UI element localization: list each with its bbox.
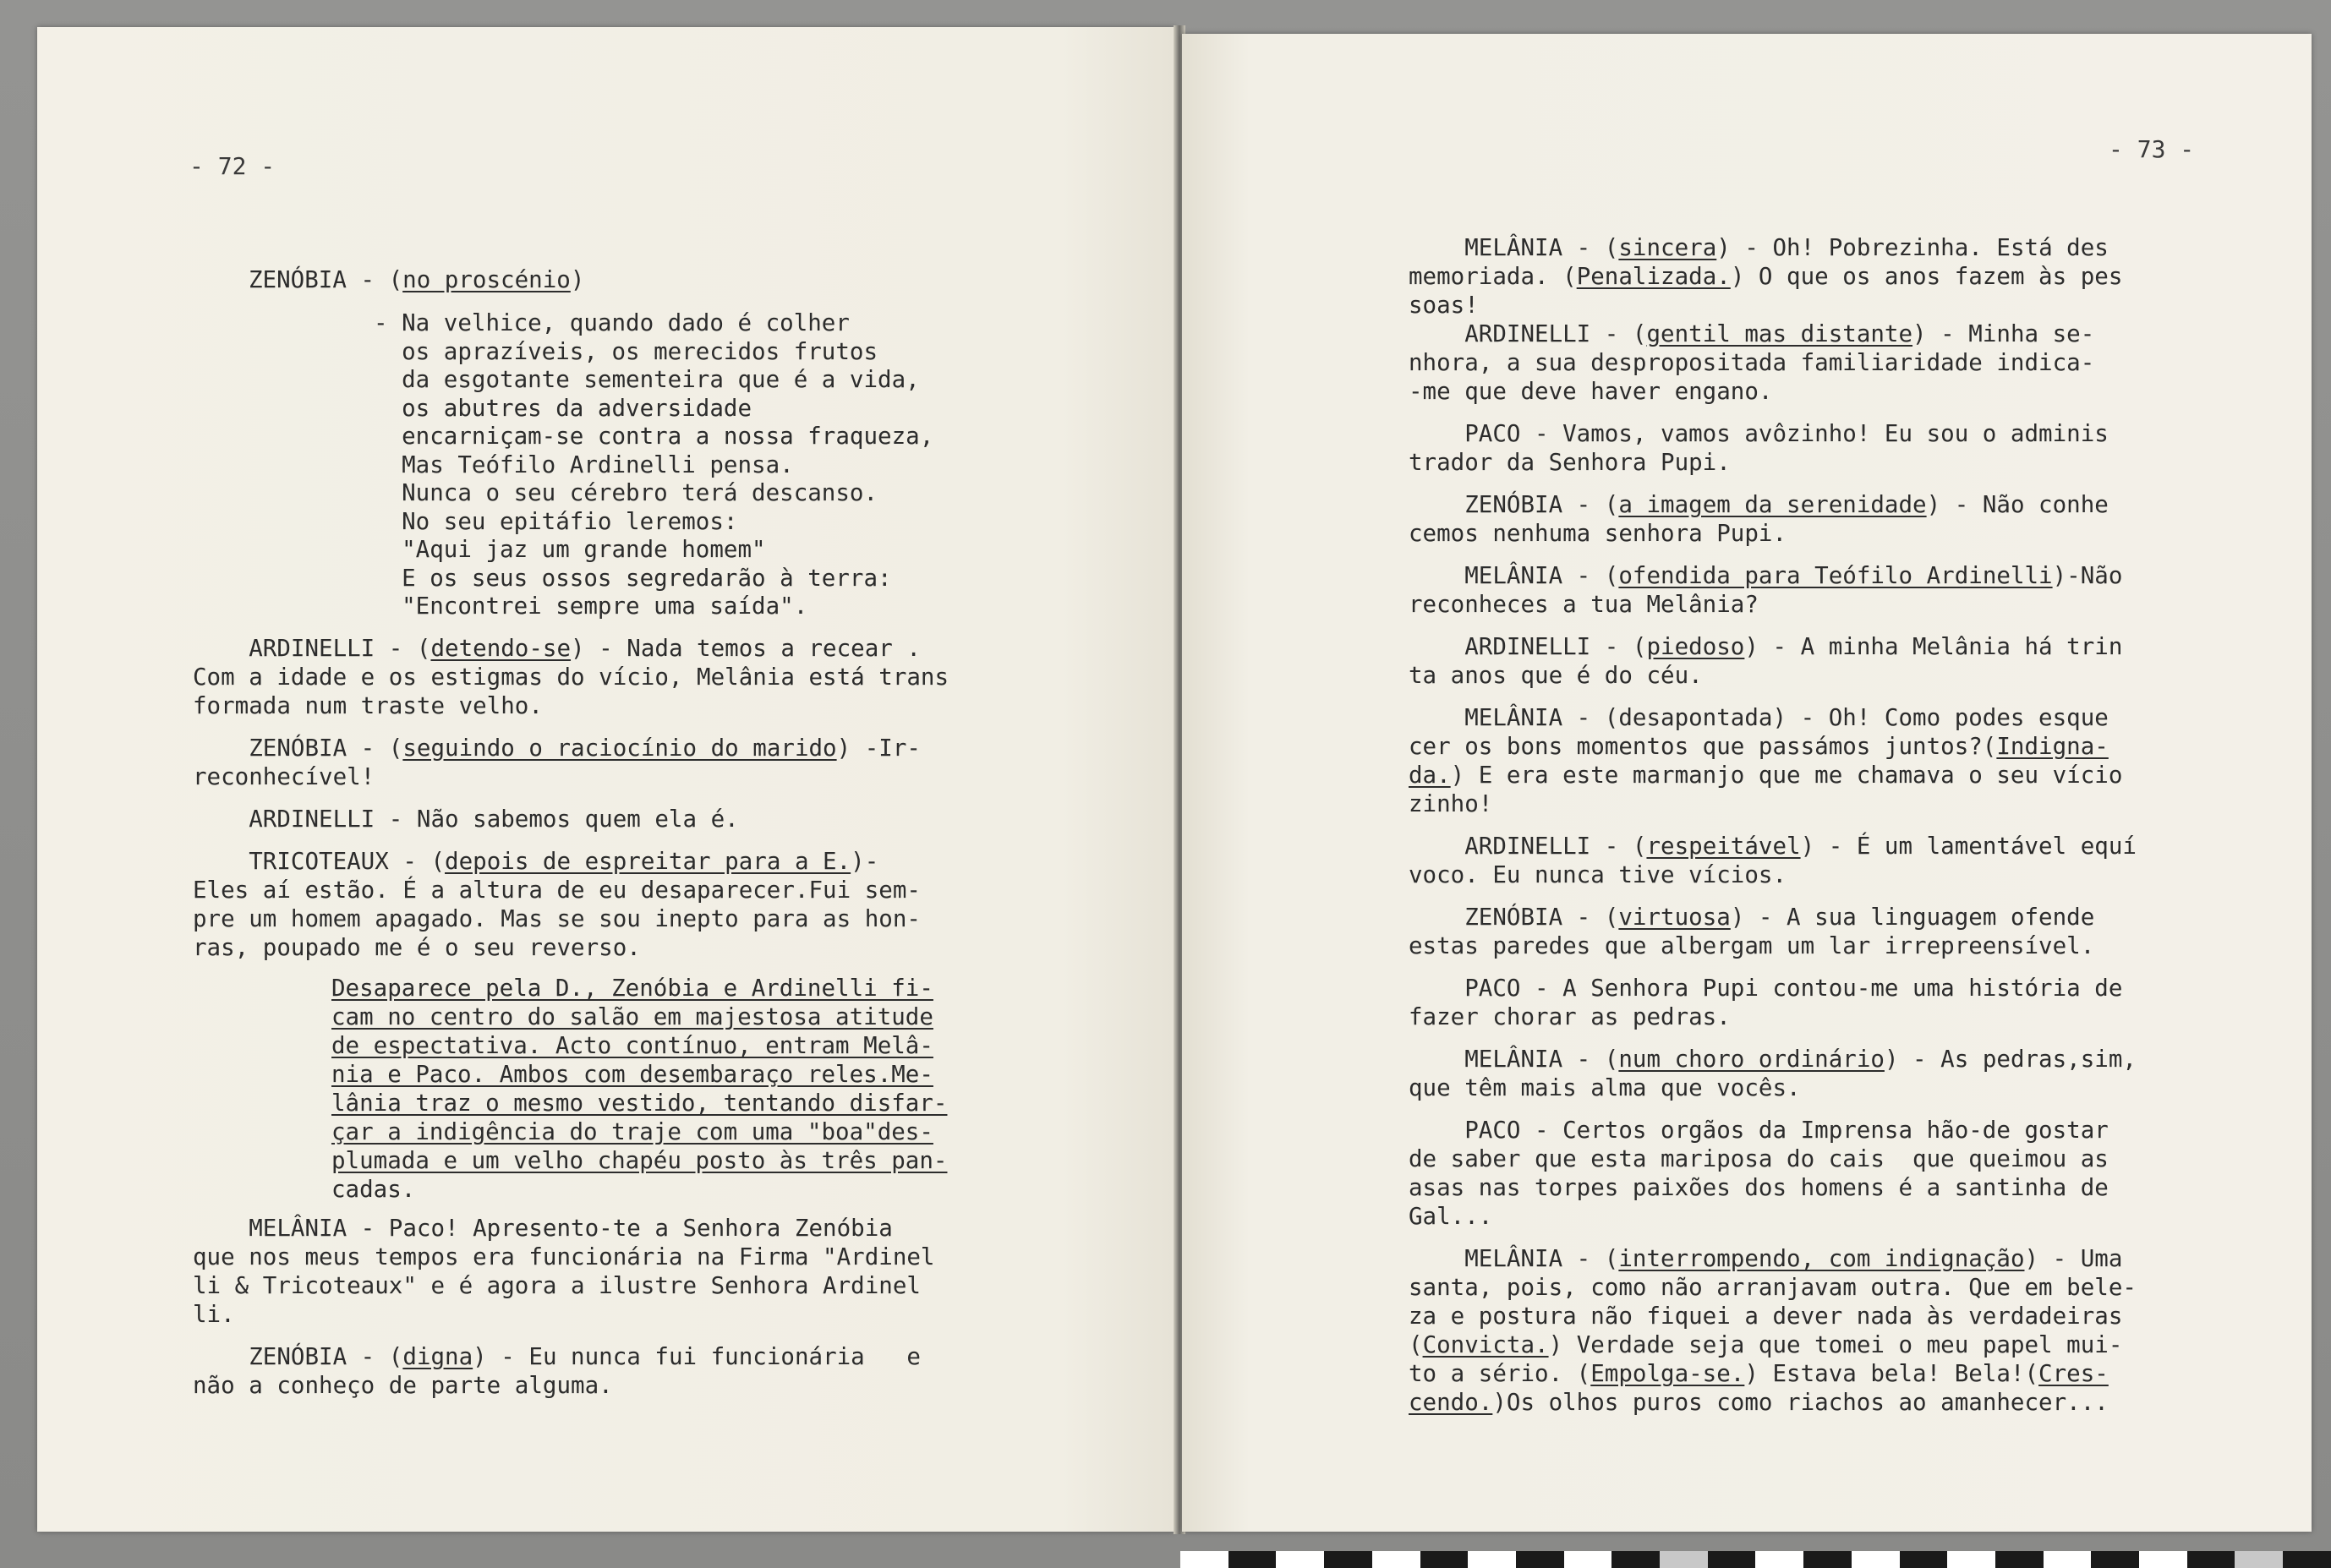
text-line: [1409, 903, 2137, 932]
text-line: [1409, 1202, 2137, 1231]
text-line: li.: [193, 1301, 235, 1328]
stage-direction: Indigna-: [1996, 733, 2109, 760]
ruler-segment: [1708, 1551, 1756, 1568]
ruler-segment: [1611, 1551, 1660, 1568]
text-segment: MELÂNIA - (: [1409, 234, 1619, 261]
text-line: [1409, 291, 2137, 320]
text-line: [1409, 932, 2137, 960]
text-line: [1409, 1359, 2137, 1388]
text-line: [1409, 1003, 2137, 1031]
zenobia-speech-2: ZENÓBIA - (seguindo o raciocínio do marido) -Ir- reconhecível!: [193, 735, 921, 790]
text-segment: ) - É um lamentável equí: [1800, 833, 2137, 860]
ruler-segment: [1420, 1551, 1469, 1568]
text-line: [1409, 1302, 2137, 1330]
text-line: [1409, 789, 2137, 818]
paragraph-gap: [1409, 690, 2137, 703]
stage-direction-block: [331, 974, 947, 1204]
text-segment: asas nas torpes paixões dos homens é a santinha de: [1409, 1174, 2109, 1201]
text-line: os aprazíveis, os merecidos frutos: [374, 337, 878, 365]
stage-direction: piedoso: [1646, 633, 1745, 660]
text-segment: ARDINELLI - (: [1409, 633, 1647, 660]
text-line: [1409, 519, 2137, 548]
ruler-segment: [1468, 1551, 1516, 1568]
ruler-segment: [1755, 1551, 1803, 1568]
text-line: [1409, 590, 2137, 619]
stage-direction: respeitável: [1646, 833, 1801, 860]
text-segment: santa, pois, como não arranjavam outra. Que em bele-: [1409, 1274, 2137, 1301]
stage-direction: cendo.: [1409, 1389, 1493, 1416]
text-segment: ) - Uma: [2024, 1245, 2123, 1272]
ruler-segment: [1852, 1551, 1900, 1568]
right-page: [1182, 34, 2312, 1532]
paragraph-gap: [1409, 1031, 2137, 1045]
text-line: "Encontrei sempre uma saída".: [374, 593, 808, 620]
stage-direction: Cres-: [2038, 1360, 2109, 1387]
text-segment: zinho!: [1409, 790, 1493, 817]
ruler-segment: [1995, 1551, 2044, 1568]
text-segment: que têm mais alma que vocês.: [1409, 1074, 1801, 1101]
zenobia-speech-1: ZENÓBIA - (no proscénio): [249, 266, 585, 293]
text-segment: soas!: [1409, 292, 1479, 319]
text-line: [1409, 448, 2137, 477]
ruler-segment: [1803, 1551, 1852, 1568]
text-segment: ) - A minha Melânia há trin: [1744, 633, 2123, 660]
text-segment: )Os olhos puros como riachos ao amanhecer...: [1492, 1389, 2109, 1416]
paragraph-gap: [1409, 818, 2137, 832]
text-segment: ARDINELLI - (: [1409, 320, 1647, 347]
paragraph-gap: [1409, 477, 2137, 490]
ruler-segment: [1947, 1551, 1995, 1568]
text-segment: )-Não: [2052, 562, 2123, 589]
paragraph-gap: [1409, 619, 2137, 632]
text-segment: za e postura não fiquei a dever nada às verdadeiras: [1409, 1303, 2123, 1330]
text-line: da esgotante sementeira que é a vida,: [374, 366, 920, 393]
melania-speech-1: [193, 1214, 935, 1329]
stage-direction: ofendida para Teófilo Ardinelli: [1618, 562, 2053, 589]
text-line: Nunca o seu cérebro terá descanso.: [374, 479, 878, 506]
text-line: [1409, 1145, 2137, 1173]
right-page-text: [1409, 233, 2137, 1417]
ruler-segment: [1564, 1551, 1612, 1568]
text-segment: ) - A sua linguagem ofende: [1730, 904, 2095, 931]
ruler-segment: [1660, 1551, 1708, 1568]
stage-direction: sincera: [1618, 234, 1717, 261]
text-segment: ZENÓBIA - (: [1409, 904, 1619, 931]
text-line: [1409, 377, 2137, 406]
text-line: [1409, 490, 2137, 519]
text-line: MELÂNIA - Paco! Apresento-te a Senhora Zenóbia: [193, 1215, 893, 1242]
text-segment: memoriada. (: [1409, 263, 1577, 290]
text-line: - Na velhice, quando dado é colher: [374, 309, 850, 336]
text-line: [1409, 732, 2137, 761]
text-line: [1409, 1074, 2137, 1102]
ruler-segment: [2044, 1551, 2092, 1568]
stage-direction: gentil mas distante: [1646, 320, 1913, 347]
color-calibration-ruler: [1180, 1551, 2331, 1568]
text-segment: estas paredes que albergam um lar irrepreensível.: [1409, 932, 2095, 959]
text-line: [1409, 703, 2137, 732]
ruler-segment: [1372, 1551, 1420, 1568]
text-line: çar a indigência do traje com uma "boa"des-: [331, 1118, 933, 1145]
text-segment: -me que deve haver engano.: [1409, 378, 1773, 405]
ruler-segment: [2091, 1551, 2139, 1568]
text-line: [1409, 860, 2137, 889]
text-line: [1409, 832, 2137, 860]
text-line: plumada e um velho chapéu posto às três pan-: [331, 1147, 948, 1174]
ruler-segment: [2139, 1551, 2187, 1568]
text-segment: MELÂNIA - (: [1409, 1245, 1619, 1272]
text-segment: PACO - A Senhora Pupi contou-me uma história de: [1409, 975, 2123, 1002]
text-segment: fazer chorar as pedras.: [1409, 1003, 1731, 1030]
text-line: [1409, 1116, 2137, 1145]
ruler-segment: [1276, 1551, 1324, 1568]
paragraph-gap: [1409, 406, 2137, 419]
text-segment: ) Verdade seja que tomei o meu papel mui-: [1548, 1331, 2123, 1358]
text-line: [1409, 262, 2137, 291]
text-segment: (: [1409, 1331, 1423, 1358]
text-segment: reconheces a tua Melânia?: [1409, 591, 1759, 618]
text-segment: ZENÓBIA - (: [1409, 491, 1619, 518]
paragraph-gap: [1409, 548, 2137, 561]
ardinelli-speech-2: ARDINELLI - Não sabemos quem ela é.: [249, 806, 739, 833]
text-segment: MELÂNIA - (desapontada) - Oh! Como podes esque: [1409, 704, 2109, 731]
text-line: os abutres da adversidade: [374, 394, 752, 422]
text-line: [1409, 233, 2137, 262]
stage-direction: interrompendo, com indignação: [1618, 1245, 2025, 1272]
text-line: lânia traz o mesmo vestido, tentando disfar-: [331, 1090, 948, 1117]
text-line: [1409, 1273, 2137, 1302]
text-line: [1409, 1173, 2137, 1202]
text-segment: ) E era este marmanjo que me chamava o seu vício: [1450, 762, 2123, 789]
text-segment: PACO - Vamos, vamos avôzinho! Eu sou o adminis: [1409, 420, 2109, 447]
stage-direction: a imagem da serenidade: [1618, 491, 1927, 518]
stage-direction: Empolga-se.: [1590, 1360, 1745, 1387]
text-line: encarniçam-se contra a nossa fraqueza,: [374, 423, 934, 450]
ruler-segment: [1324, 1551, 1372, 1568]
left-page: [37, 27, 1175, 1532]
text-segment: cer os bons momentos que passámos juntos?(: [1409, 733, 1997, 760]
text-line: [1409, 1244, 2137, 1273]
text-segment: ta anos que é do céu.: [1409, 662, 1703, 689]
text-line: [1409, 1045, 2137, 1074]
text-line: [1409, 632, 2137, 661]
text-segment: ) - Oh! Pobrezinha. Está des: [1716, 234, 2109, 261]
page-number-left: - 72 -: [189, 152, 276, 180]
text-segment: ) O que os anos fazem às pes: [1730, 263, 2123, 290]
ruler-segment: [1516, 1551, 1564, 1568]
stage-direction: no proscénio: [402, 266, 571, 293]
paragraph-gap: [1409, 960, 2137, 974]
text-line: cadas.: [331, 1176, 416, 1203]
text-line: [1409, 419, 2137, 448]
text-segment: to a sério. (: [1409, 1360, 1591, 1387]
text-line: que nos meus tempos era funcionária na Firma "Ardinel: [193, 1243, 935, 1270]
text-segment: ) - Minha se-: [1912, 320, 2095, 347]
ruler-segment: [2283, 1551, 2331, 1568]
text-line: [1409, 561, 2137, 590]
text-segment: de saber que esta mariposa do cais que queimou as: [1409, 1145, 2109, 1172]
ruler-segment: [2235, 1551, 2283, 1568]
text-segment: MELÂNIA - (: [1409, 562, 1619, 589]
ruler-segment: [2187, 1551, 2235, 1568]
text-line: No seu epitáfio leremos:: [374, 507, 738, 535]
text-line: [1409, 1330, 2137, 1359]
text-segment: cemos nenhuma senhora Pupi.: [1409, 520, 1787, 547]
text-segment: trador da Senhora Pupi.: [1409, 449, 1731, 476]
text-segment: MELÂNIA - (: [1409, 1046, 1619, 1073]
ruler-segment: [1180, 1551, 1228, 1568]
text-segment: ARDINELLI - (: [1409, 833, 1647, 860]
text-line: [1409, 974, 2137, 1003]
paragraph-gap: [1409, 1102, 2137, 1116]
text-segment: Gal...: [1409, 1203, 1493, 1230]
text-line: li & Tricoteaux" e é agora a ilustre Senhora Ardinel: [193, 1272, 921, 1299]
text-segment: ) Estava bela! Bela!(: [1744, 1360, 2039, 1387]
zenobia-poem: [374, 309, 933, 621]
text-segment: nhora, a sua despropositada familiaridade indica-: [1409, 349, 2095, 376]
text-line: [1409, 1388, 2137, 1417]
paragraph-gap: [1409, 889, 2137, 903]
text-line: [1409, 661, 2137, 690]
zenobia-speech-3: ZENÓBIA - (digna) - Eu nunca fui funcionária e não a conheço de parte alguma.: [193, 1343, 921, 1399]
tricoteaux-speech: TRICOTEAUX - (depois de espreitar para a E.)- Eles aí estão. É a altura de eu desaparecer.Fui sem- pre um homem apagado. Mas se sou inepto para as hon- ras, poupado me é o seu reverso.: [193, 848, 921, 961]
stage-direction: num choro ordinário: [1618, 1046, 1885, 1073]
text-line: cam no centro do salão em majestosa atitude: [331, 1003, 933, 1030]
text-line: Desaparece pela D., Zenóbia e Ardinelli fi-: [331, 975, 933, 1002]
text-line: "Aqui jaz um grande homem": [374, 536, 766, 563]
paragraph-gap: [1409, 1231, 2137, 1244]
text-line: E os seus ossos segredarão à terra:: [374, 564, 892, 592]
text-line: de espectativa. Acto contínuo, entram Melâ-: [331, 1032, 933, 1059]
stage-direction: Convicta.: [1422, 1331, 1549, 1358]
text-segment: ) - As pedras,sim,: [1884, 1046, 2137, 1073]
text-segment: voco. Eu nunca tive vícios.: [1409, 861, 1787, 888]
text-line: [1409, 761, 2137, 789]
ruler-segment: [1228, 1551, 1277, 1568]
text-segment: ) - Não conhe: [1926, 491, 2109, 518]
text-line: nia e Paco. Ambos com desembaraço reles.Me-: [331, 1061, 933, 1088]
text-segment: PACO - Certos orgãos da Imprensa hão-de gostar: [1409, 1117, 2109, 1144]
text-line: [1409, 348, 2137, 377]
page-number-right: - 73 -: [2109, 135, 2195, 163]
stage-direction: virtuosa: [1618, 904, 1731, 931]
text-line: Mas Teófilo Ardinelli pensa.: [374, 451, 794, 478]
ruler-segment: [1900, 1551, 1948, 1568]
ardinelli-speech-1: ARDINELLI - (detendo-se) - Nada temos a recear . Com a idade e os estigmas do vício, Melânia está trans formada num traste velho.: [193, 635, 949, 719]
text-line: [1409, 320, 2137, 348]
stage-direction: Penalizada.: [1576, 263, 1731, 290]
stage-direction: da.: [1409, 762, 1451, 789]
